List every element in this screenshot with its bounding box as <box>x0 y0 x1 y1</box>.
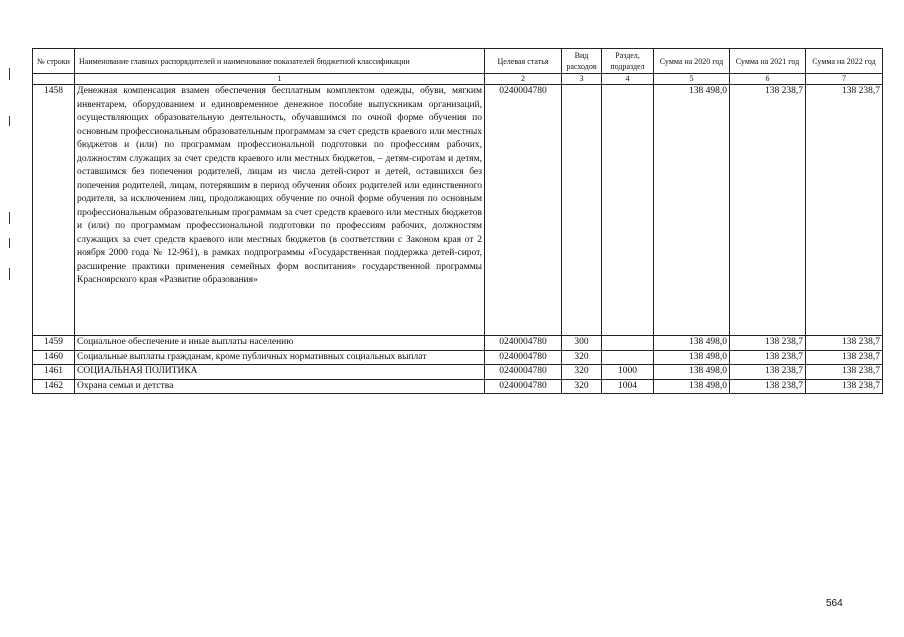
row-name: Охрана семьи и детства <box>75 379 485 394</box>
row-sum-2022: 138 238,7 <box>806 379 883 394</box>
row-number: 1459 <box>33 336 75 351</box>
column-number: 4 <box>602 74 654 85</box>
header-sum-2021: Сумма на 2021 год <box>730 49 806 74</box>
column-number: 7 <box>806 74 883 85</box>
row-number: 1462 <box>33 379 75 394</box>
row-name: Денежная компенсация взамен обеспечения бесплатным комплектом одежды, обуви, мягким инвентарем, оборудованием и единовременное денежное пособие выпускникам организаций, осуществляющих образовательную деятельность, обучавшимся по очной форме обучения по основным профессиональным образовательным программам за счет средств краевого или местных бюджетов и (или) по программам профессиональной подготовки по профессиям рабочих, должностям служащих за счет средств краевого или местных бюджетов, – детям-сиротам и детям, оставшимся без попечения родителей, лицам из числа детей-сирот и детей, оставшихся без попечения родителей, лицам, потерявшим в период обучения обоих родителей или единственного родителя, за исключением лиц, продолжающих обучение по очной форме обучения по основным профессиональным образовательным программам за счет средств краевого или местных бюджетов и (или) по программам профессиональной подготовки по профессиям рабочих, должностям служащих за счет средств краевого или местных бюджетов (в соответствии с Законом края от 2 ноября 2000 года № 12-961), в рамках подпрограммы «Государственная поддержка детей-сирот, расширение практики применения семейных форм воспитания» государственной программы Красноярского края «Развитие образования» <box>75 85 485 336</box>
row-sum-2021: 138 238,7 <box>730 85 806 336</box>
row-type: 320 <box>562 379 602 394</box>
row-sum-2020: 138 498,0 <box>654 336 730 351</box>
column-number-row <box>33 74 883 85</box>
row-section <box>602 85 654 336</box>
row-sum-2022: 138 238,7 <box>806 365 883 380</box>
header-type: Вид расходов <box>562 49 602 74</box>
column-number: 1 <box>75 74 485 85</box>
row-target: 0240004780 <box>485 336 562 351</box>
row-target: 0240004780 <box>485 85 562 336</box>
row-sum-2022: 138 238,7 <box>806 85 883 336</box>
row-name: Социальное обеспечение и иные выплаты населению <box>75 336 485 351</box>
row-target: 0240004780 <box>485 379 562 394</box>
row-name: Социальные выплаты гражданам, кроме публичных нормативных социальных выплат <box>75 350 485 365</box>
header-name: Наименование главных распорядителей и наименование показателей бюджетной классификации <box>75 49 485 74</box>
table-row <box>33 336 883 351</box>
header-target: Целевая статья <box>485 49 562 74</box>
column-number: 6 <box>730 74 806 85</box>
page-number: 564 <box>826 598 843 609</box>
row-sum-2020: 138 498,0 <box>654 379 730 394</box>
row-target: 0240004780 <box>485 350 562 365</box>
row-section: 1004 <box>602 379 654 394</box>
row-name: СОЦИАЛЬНАЯ ПОЛИТИКА <box>75 365 485 380</box>
row-type <box>562 85 602 336</box>
margin-mark <box>9 212 10 224</box>
margin-mark <box>9 68 10 80</box>
row-sum-2020: 138 498,0 <box>654 350 730 365</box>
table-row <box>33 379 883 394</box>
margin-mark <box>9 268 10 280</box>
row-number: 1458 <box>33 85 75 336</box>
row-sum-2021: 138 238,7 <box>730 379 806 394</box>
column-number: 5 <box>654 74 730 85</box>
row-sum-2022: 138 238,7 <box>806 350 883 365</box>
row-sum-2020: 138 498,0 <box>654 85 730 336</box>
row-target: 0240004780 <box>485 365 562 380</box>
row-type: 320 <box>562 350 602 365</box>
row-section: 1000 <box>602 365 654 380</box>
row-sum-2022: 138 238,7 <box>806 336 883 351</box>
row-sum-2021: 138 238,7 <box>730 350 806 365</box>
row-sum-2020: 138 498,0 <box>654 365 730 380</box>
column-number: 2 <box>485 74 562 85</box>
row-type: 300 <box>562 336 602 351</box>
header-section: Раздел, подраздел <box>602 49 654 74</box>
table-row <box>33 85 883 336</box>
row-section <box>602 350 654 365</box>
column-number: 3 <box>562 74 602 85</box>
margin-mark <box>9 116 10 126</box>
header-row-no: № строки <box>33 49 75 74</box>
budget-table <box>32 48 883 394</box>
row-sum-2021: 138 238,7 <box>730 365 806 380</box>
column-number <box>33 74 75 85</box>
row-number: 1461 <box>33 365 75 380</box>
row-sum-2021: 138 238,7 <box>730 336 806 351</box>
header-sum-2020: Сумма на 2020 год <box>654 49 730 74</box>
header-row <box>33 49 883 74</box>
header-sum-2022: Сумма на 2022 год <box>806 49 883 74</box>
row-section <box>602 336 654 351</box>
table-row <box>33 365 883 380</box>
table-row <box>33 350 883 365</box>
row-number: 1460 <box>33 350 75 365</box>
margin-mark <box>9 238 10 248</box>
row-type: 320 <box>562 365 602 380</box>
